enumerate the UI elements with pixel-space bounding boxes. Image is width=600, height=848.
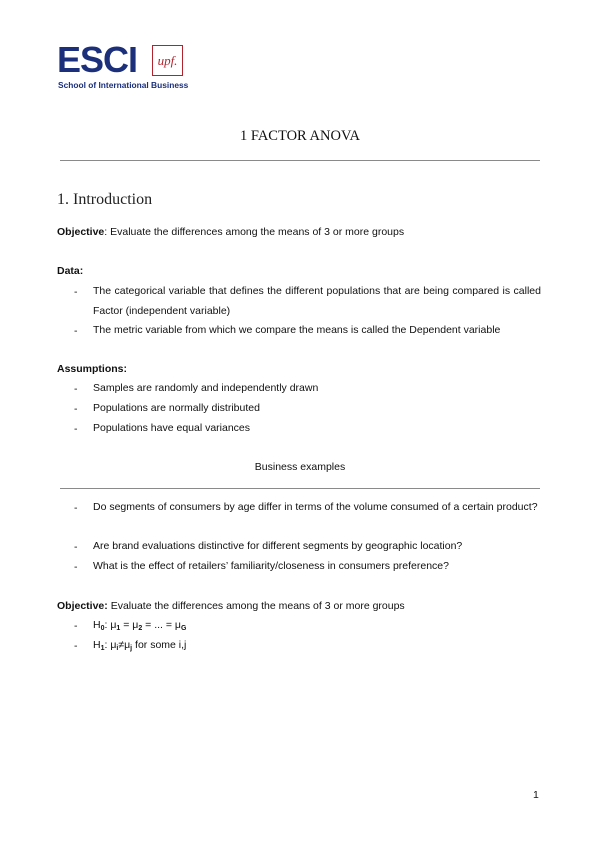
objective-2-text: Evaluate the differences among the means of 3 or more groups	[107, 600, 405, 612]
bullet-marker: -	[74, 423, 78, 435]
bullet-marker: -	[74, 325, 78, 337]
objective-line	[57, 226, 404, 238]
business-examples-heading: Business examples	[254, 461, 346, 473]
bullet-marker: -	[74, 502, 78, 514]
null-hypothesis: $H_0$: $\mu_1 = \mu_2$ = ... = $\mu_G$	[93, 619, 187, 632]
title-divider	[60, 160, 540, 161]
data-label: Data:	[57, 265, 84, 277]
bullet-marker: -	[74, 286, 78, 298]
business-divider	[60, 488, 540, 489]
bullet-marker: -	[74, 383, 78, 395]
page-number: 1	[533, 789, 539, 801]
assumption-item-2: Populations are normally distributed	[93, 402, 260, 414]
data-item-2: The metric variable from which we compare the means is called the Dependent variable	[93, 324, 501, 336]
logo-wordmark: ESCI	[57, 39, 138, 80]
upf-logo-box	[152, 45, 183, 76]
page-title: 1 FACTOR ANOVA	[239, 128, 361, 144]
section-heading: 1. Introduction	[57, 191, 153, 208]
alternative-hypothesis: $H_1$: $\mu_i\ne\mu_j$ for some i,j	[93, 639, 187, 652]
bullet-marker: -	[74, 403, 78, 415]
objective-label: Objective	[57, 226, 105, 238]
objective-2-line	[57, 600, 405, 612]
logo-subtitle: School of International Business	[58, 80, 189, 90]
business-item-1: Do segments of consumers by age differ in terms of the volume consumed of a certain product?	[93, 501, 538, 513]
bullet-marker: -	[74, 640, 78, 652]
bullet-marker: -	[74, 620, 78, 632]
upf-logo-text: upf.	[157, 53, 178, 68]
business-item-3: What is the effect of retailers’ familiarity/closeness in consumers preference?	[93, 560, 449, 572]
bullet-marker: -	[74, 561, 78, 573]
school-logo	[57, 39, 192, 92]
assumption-item-3: Populations have equal variances	[93, 422, 251, 434]
data-item-1: The categorical variable that defines the different populations that are being compared is called Factor (independent variable)	[93, 285, 541, 317]
objective-2-label: Objective:	[57, 600, 108, 612]
assumption-item-1: Samples are randomly and independently drawn	[93, 382, 319, 394]
business-item-2: Are brand evaluations distinctive for different segments by geographic location?	[93, 540, 463, 552]
objective-text: : Evaluate the differences among the means of 3 or more groups	[104, 226, 405, 238]
bullet-marker: -	[74, 541, 78, 553]
assumptions-label: Assumptions:	[57, 363, 128, 375]
